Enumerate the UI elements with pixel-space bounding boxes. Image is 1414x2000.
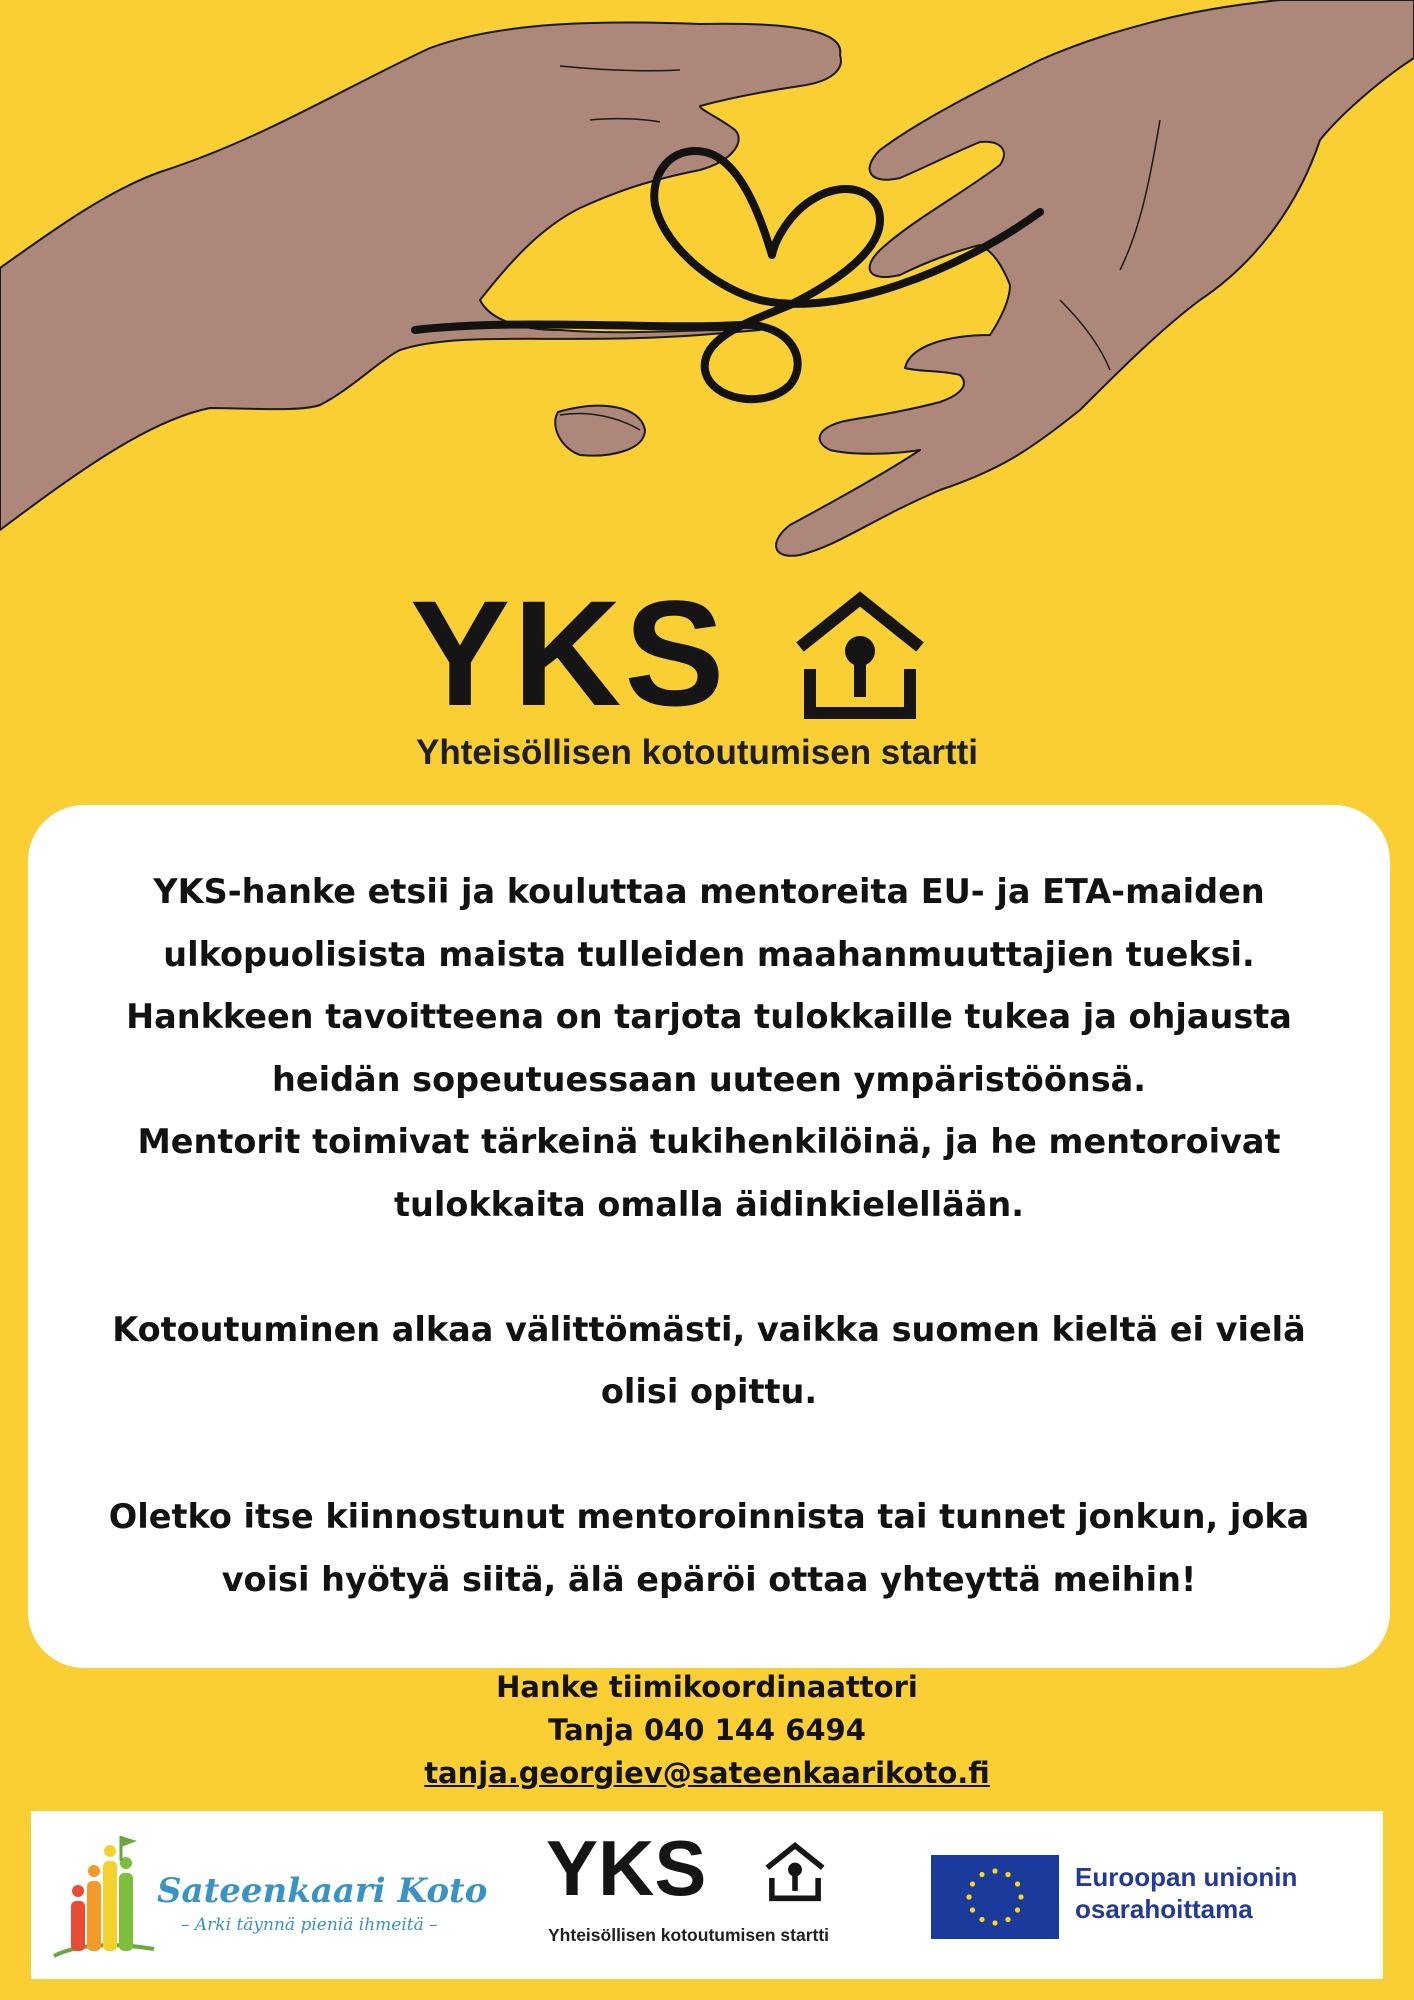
contact-name-phone[interactable]: Tanja 040 144 6494 [548, 1713, 866, 1747]
paragraph-intro: YKS-hanke etsii ja kouluttaa mentoreita EU- ja ETA-maiden ulkopuolisista maista tulleiden maahanmuuttajien tueksi. Hankkeen tavoitteena on tarjota tulokkaille tukea ja ohjausta heidän sopeutuessaan uuteen ympäristöönsä. [126, 872, 1292, 1099]
house-keyhole-icon [758, 1839, 832, 1903]
eu-line-2: osarahoittama [1075, 1894, 1253, 1924]
partner-name: Sateenkaari Koto [157, 1871, 488, 1911]
contact-block [0, 1666, 1414, 1795]
paragraph-contact-invite: Oletko itse kiinnostunut mentoroinnista tai tunnet jonkun, joka voisi hyötyä siitä, älä epäröi ottaa yhteyttä meihin! [108, 1497, 1310, 1599]
eu-funding-text [1075, 1861, 1297, 1925]
footer-logo-tagline: Yhteisöllisen kotoutumisen startti [548, 1925, 830, 1945]
yks-footer-logo [546, 1824, 906, 1973]
yks-main-logo [410, 569, 1050, 785]
contact-role: Hanke tiimikoordinaattori [496, 1670, 918, 1704]
logo-title: YKS [410, 569, 728, 737]
eu-line-1: Euroopan unionin [1075, 1862, 1298, 1892]
logo-tagline: Yhteisöllisen kotoutumisen startti [416, 733, 979, 772]
info-card [28, 805, 1390, 1668]
contact-email-link[interactable]: tanja.georgiev@sateenkaarikoto.fi [424, 1756, 990, 1790]
sateenkaari-koto-logo-icon [49, 1831, 159, 1961]
paragraph-mentors: Mentorit toimivat tärkeinä tukihenkilöinä, ja he mentoroivat tulokkaita omalla äidinkielellään. [137, 1122, 1281, 1224]
footer-logos [31, 1811, 1383, 1979]
hands-heart-illustration [0, 0, 1414, 600]
footer-logo-title: YKS [546, 1824, 707, 1912]
eu-flag-icon [931, 1855, 1059, 1939]
house-keyhole-icon [780, 589, 940, 719]
paragraph-integration: Kotoutuminen alkaa välittömästi, vaikka suomen kieltä ei vielä olisi opittu. [112, 1309, 1306, 1411]
partner-slogan: – Arki täynnä pieniä ihmeitä – [181, 1915, 438, 1935]
